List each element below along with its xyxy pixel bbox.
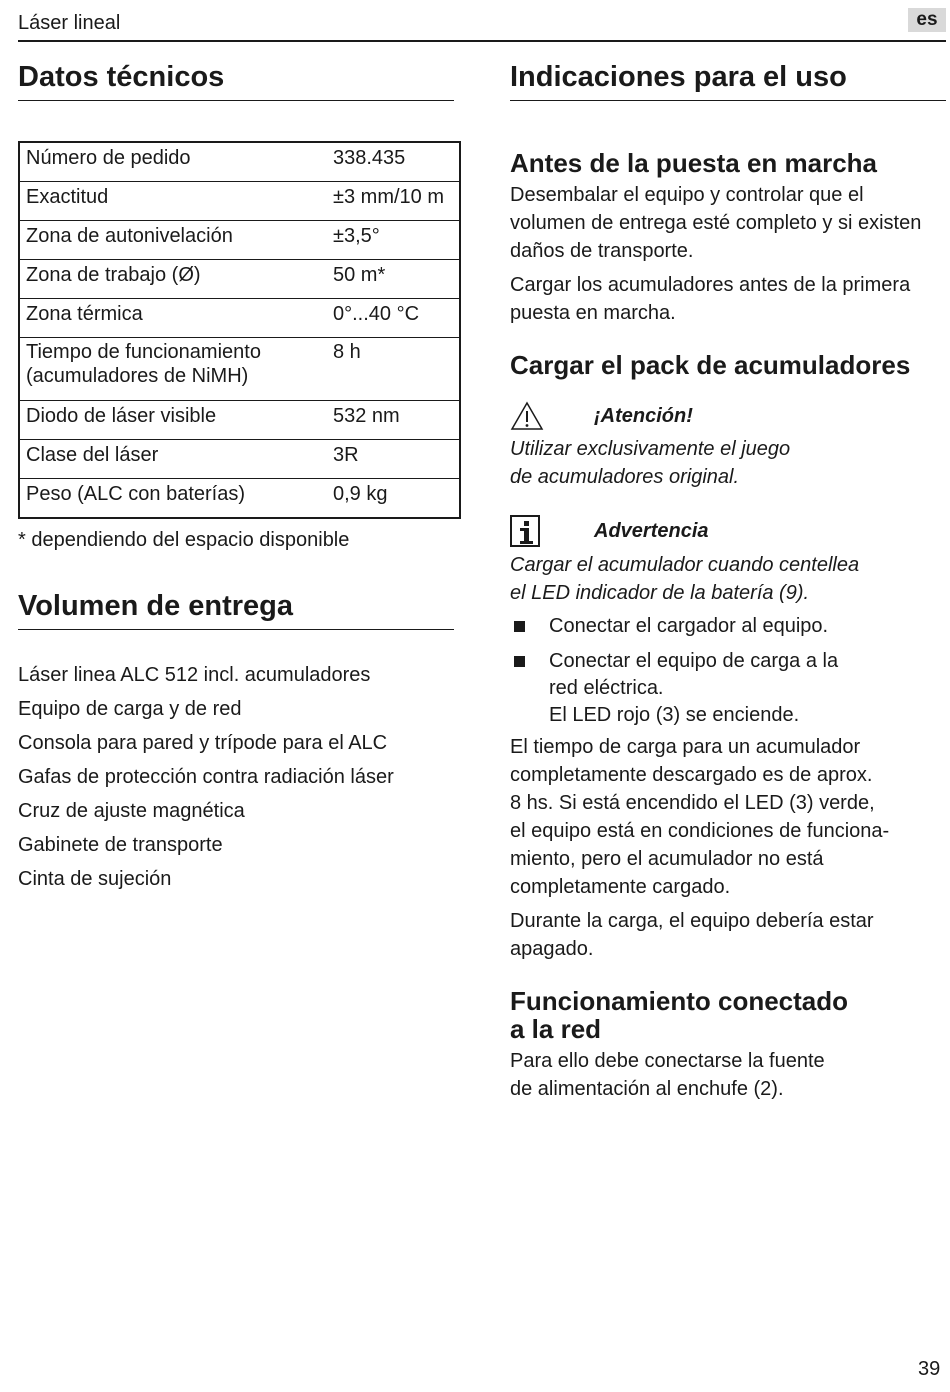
spec-label-line: (acumuladores de NiMH)	[26, 365, 249, 387]
list-item: Cruz de ajuste magnética	[18, 800, 245, 822]
spec-value: 0°...40 °C	[327, 299, 460, 338]
spec-label: Número de pedido	[19, 142, 327, 182]
warning-triangle-icon	[510, 401, 544, 431]
text-line: Desembalar el equipo y controlar que el	[510, 184, 864, 206]
delivery-heading: Volumen de entrega	[18, 587, 454, 630]
spec-label: Clase del láser	[19, 440, 327, 479]
header-rule	[18, 40, 946, 42]
table-row	[19, 260, 460, 299]
during-charge-paragraph	[510, 907, 946, 963]
bullet-square-icon	[514, 621, 525, 632]
page-number: 39	[918, 1358, 941, 1380]
text-line: apagado.	[510, 938, 594, 960]
mains-operation-paragraph	[510, 1047, 946, 1103]
text-line: El tiempo de carga para un acumulador	[510, 736, 861, 758]
table-row	[19, 182, 460, 221]
note-title: Advertencia	[594, 519, 709, 542]
tech-data-heading: Datos técnicos	[18, 58, 454, 101]
text-line: de acumuladores original.	[510, 466, 740, 488]
text-line: miento, pero el acumulador no está	[510, 848, 824, 870]
spec-value: 3R	[327, 440, 460, 479]
table-row	[19, 142, 460, 182]
spec-value: 0,9 kg	[327, 479, 460, 519]
spec-value: ±3 mm/10 m	[327, 182, 460, 221]
charge-pack-heading: Cargar el pack de acumuladores	[510, 350, 911, 380]
spec-label: Peso (ALC con baterías)	[19, 479, 327, 519]
table-row	[19, 221, 460, 260]
bullet-square-icon	[514, 656, 525, 667]
text-line: red eléctrica.	[549, 677, 664, 699]
text-line: Durante la carga, el equipo debería estar	[510, 910, 874, 932]
list-item: Gabinete de transporte	[18, 834, 223, 856]
text-line: el equipo está en condiciones de funciona-	[510, 820, 890, 842]
language-badge: es	[908, 8, 946, 32]
text-line: Conectar el cargador al equipo.	[549, 615, 829, 637]
spec-label: Zona de trabajo (Ø)	[19, 260, 327, 299]
spec-table	[18, 141, 461, 519]
text-line: completamente descargado es de aprox.	[510, 764, 873, 786]
spec-value: ±3,5°	[327, 221, 460, 260]
text-line: 8 hs. Si está encendido el LED (3) verde,	[510, 792, 875, 814]
text-line: Utilizar exclusivamente el juego	[510, 438, 791, 460]
spec-value: 338.435	[327, 142, 460, 182]
spec-label-line: Tiempo de funcionamiento	[26, 341, 261, 363]
step-list	[510, 613, 946, 729]
spec-value: 8 h	[327, 338, 460, 401]
attention-title: ¡Atención!	[594, 404, 693, 427]
before-use-paragraph	[510, 181, 946, 265]
before-use-paragraph-2	[510, 271, 946, 327]
spec-label: Zona de autonivelación	[19, 221, 327, 260]
running-header-title: Láser lineal	[18, 12, 121, 34]
spec-label: Exactitud	[19, 182, 327, 221]
text-line: Conectar el equipo de carga a la	[549, 650, 839, 672]
charge-time-paragraph	[510, 733, 946, 901]
spec-label: Zona térmica	[19, 299, 327, 338]
attention-callout	[510, 401, 946, 431]
note-callout	[510, 515, 946, 547]
table-row	[19, 299, 460, 338]
list-item: Gafas de protección contra radiación láser	[18, 766, 394, 788]
attention-text	[510, 435, 946, 491]
text-line: Para ello debe conectarse la fuente	[510, 1050, 825, 1072]
list-item	[510, 648, 946, 729]
text-line: el LED indicador de la batería (9).	[510, 582, 810, 604]
list-item: Láser linea ALC 512 incl. acumuladores	[18, 664, 371, 686]
spec-label	[19, 338, 327, 401]
note-text	[510, 551, 946, 607]
list-item	[510, 613, 946, 640]
mains-operation-heading	[510, 987, 946, 1043]
text-line: Cargar los acumuladores antes de la primera	[510, 274, 911, 296]
table-row	[19, 479, 460, 519]
list-item: Consola para pared y trípode para el ALC	[18, 732, 388, 754]
before-use-heading: Antes de la puesta en marcha	[510, 148, 878, 178]
text-line: daños de transporte.	[510, 240, 694, 262]
usage-heading: Indicaciones para el uso	[510, 58, 946, 101]
text-line: completamente cargado.	[510, 876, 731, 898]
text-line: puesta en marcha.	[510, 302, 676, 324]
delivery-list	[18, 658, 454, 896]
info-icon	[510, 515, 540, 547]
left-column	[18, 58, 454, 896]
text-line: de alimentación al enchufe (2).	[510, 1078, 784, 1100]
right-column	[510, 58, 946, 1103]
table-row	[19, 401, 460, 440]
heading-line: a la red	[510, 1014, 602, 1044]
table-row	[19, 338, 460, 401]
list-item: Cinta de sujeción	[18, 868, 172, 890]
table-footnote: * dependiendo del espacio disponible	[18, 529, 350, 551]
list-item: Equipo de carga y de red	[18, 698, 242, 720]
table-row	[19, 440, 460, 479]
spec-value: 532 nm	[327, 401, 460, 440]
heading-line: Funcionamiento conectado	[510, 986, 849, 1016]
spec-label: Diodo de láser visible	[19, 401, 327, 440]
text-line: El LED rojo (3) se enciende.	[549, 704, 800, 726]
text-line: volumen de entrega esté completo y si existen	[510, 212, 922, 234]
spec-value: 50 m*	[327, 260, 460, 299]
text-line: Cargar el acumulador cuando centellea	[510, 554, 860, 576]
